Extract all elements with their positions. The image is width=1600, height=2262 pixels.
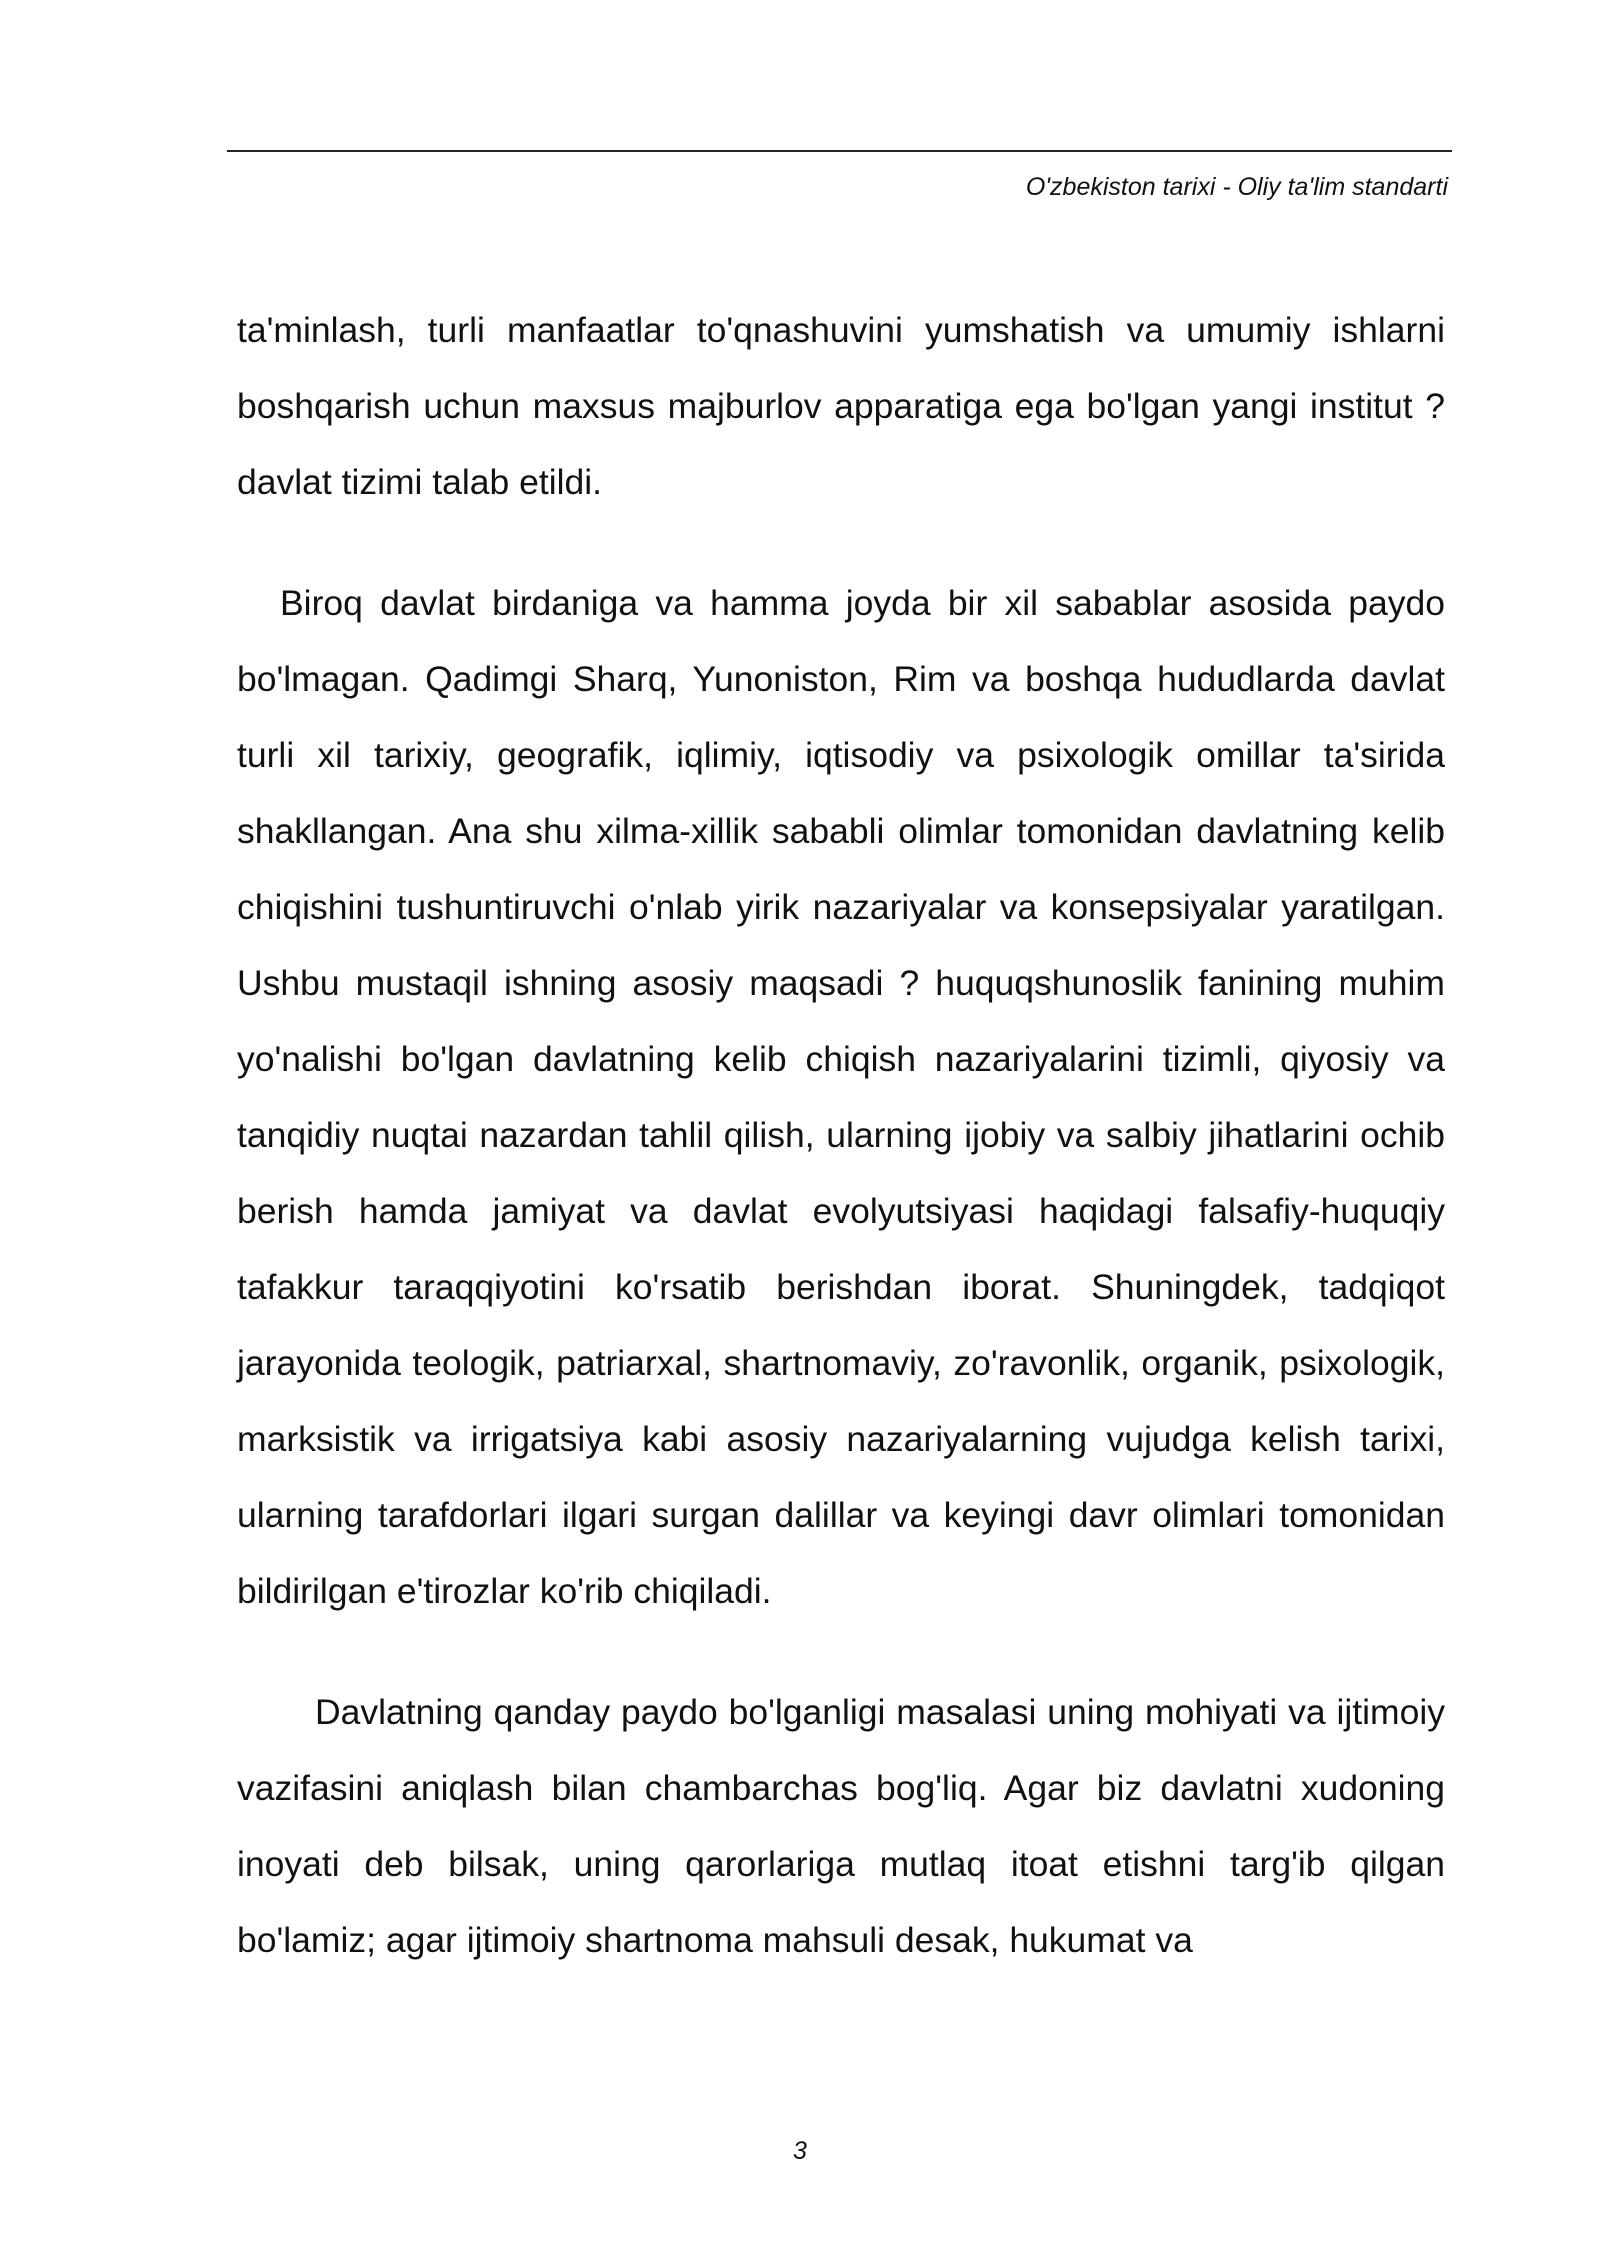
paragraph-theories-overview: Biroq davlat birdaniga va hamma joyda bir xil sabablar asosida paydo bo'lmagan. Qadimgi Sharq, Yunoniston, Rim va boshqa hududlarda davlat turli xil tarixiy, geografik, iqlimiy, iqtisodiy va psixologik omillar ta'sirida shakllangan. Ana shu xilma-xillik sababli olimlar tomonidan davlatning kelib chiqishini tushuntiruvchi o'nlab yirik nazariyalar va konsepsiyalar yaratilgan. Ushbu mustaqil ishning asosiy maqsadi ? huquqshunoslik fanining muhim yo'nalishi bo'lgan davlatning kelib chiqish nazariyalarini tizimli, qiyosiy va tanqidiy nuqtai nazardan tahlil qilish, ularning ijobiy va salbiy jihatlarini ochib berish hamda jamiyat va davlat evolyutsiyasi haqidagi falsafiy-huquqiy tafakkur taraqqiyotini ko'rsatib berishdan iborat. Shuningdek, tadqiqot jarayonida teologik, patriarxal, shartnomaviy, zo'ravonlik, organik, psixologik, marksistik va irrigatsiya kabi asosiy nazariyalarning vujudga kelish tarixi, ularning tarafdorlari ilgari surgan dalillar va keyingi davr olimlari tomonidan bildirilgan e'tirozlar ko'rib chiqiladi. bbox=[237, 583, 1445, 1611]
page-number: 3 bbox=[793, 2137, 807, 2165]
paragraph-state-origin-question: Davlatning qanday paydo bo'lganligi masalasi uning mohiyati va ijtimoiy vazifasini aniqlash bilan chambarchas bog'liq. Agar biz davlatni xudoning inoyati deb bilsak, uning qarorlariga mutlaq itoat etishni targ'ib qilgan bo'lamiz; agar ijtimoiy shartnoma mahsuli desak, hukumat va bbox=[237, 1692, 1445, 1960]
running-header: O'zbekiston tarixi - Oliy ta'lim standarti bbox=[1025, 173, 1448, 201]
paragraph-continued: ta'minlash, turli manfaatlar to'qnashuvini yumshatish va umumiy ishlarni boshqarish uchun maxsus majburlov apparatiga ega bo'lgan yangi institut ? davlat tizimi talab etildi. bbox=[237, 310, 1445, 502]
body-text bbox=[237, 292, 1445, 1978]
header-rule bbox=[227, 150, 1452, 152]
